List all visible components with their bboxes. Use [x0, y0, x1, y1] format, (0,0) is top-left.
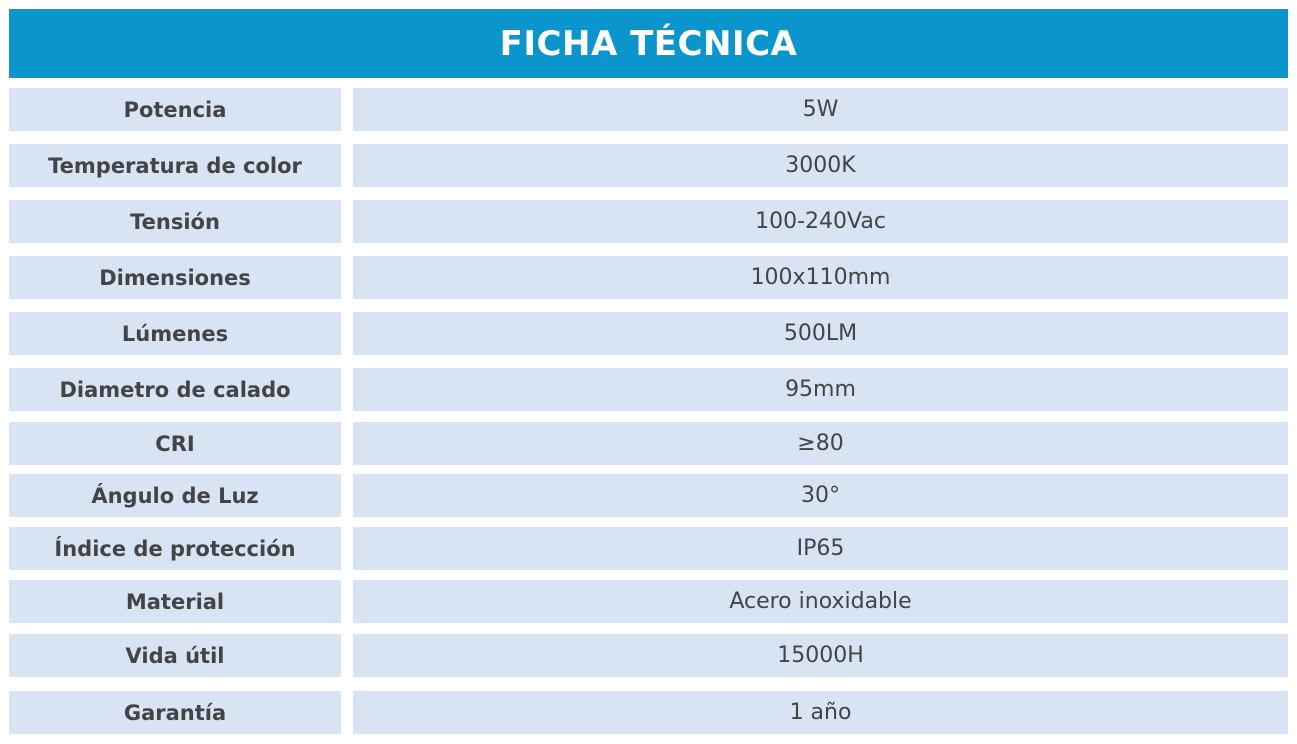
spec-label: Material — [9, 580, 341, 623]
spec-value: IP65 — [353, 527, 1288, 570]
table-row — [9, 368, 1288, 411]
table-row — [9, 256, 1288, 299]
spec-label: Índice de protección — [9, 527, 341, 570]
table-row — [9, 88, 1288, 131]
table-row — [9, 634, 1288, 677]
spec-value: 15000H — [353, 634, 1288, 677]
table-row — [9, 527, 1288, 570]
spec-value: 100x110mm — [353, 256, 1288, 299]
spec-label: CRI — [9, 422, 341, 465]
spec-value: Acero inoxidable — [353, 580, 1288, 623]
spec-value: 500LM — [353, 312, 1288, 355]
spec-label: Dimensiones — [9, 256, 341, 299]
table-row — [9, 200, 1288, 243]
spec-value: 95mm — [353, 368, 1288, 411]
spec-label: Tensión — [9, 200, 341, 243]
spec-label: Vida útil — [9, 634, 341, 677]
spec-value: 30° — [353, 474, 1288, 517]
table-row — [9, 691, 1288, 734]
spec-label: Potencia — [9, 88, 341, 131]
spec-value: 5W — [353, 88, 1288, 131]
spec-label: Ángulo de Luz — [9, 474, 341, 517]
spec-value: ≥80 — [353, 422, 1288, 465]
table-row — [9, 144, 1288, 187]
spec-value: 3000K — [353, 144, 1288, 187]
spec-label: Garantía — [9, 691, 341, 734]
spec-sheet-header — [9, 9, 1288, 78]
spec-value: 1 año — [353, 691, 1288, 734]
page-title: FICHA TÉCNICA — [499, 23, 798, 64]
spec-label: Diametro de calado — [9, 368, 341, 411]
table-row — [9, 422, 1288, 465]
table-row — [9, 580, 1288, 623]
spec-label: Lúmenes — [9, 312, 341, 355]
spec-label: Temperatura de color — [9, 144, 341, 187]
spec-value: 100-240Vac — [353, 200, 1288, 243]
table-row — [9, 474, 1288, 517]
table-row — [9, 312, 1288, 355]
